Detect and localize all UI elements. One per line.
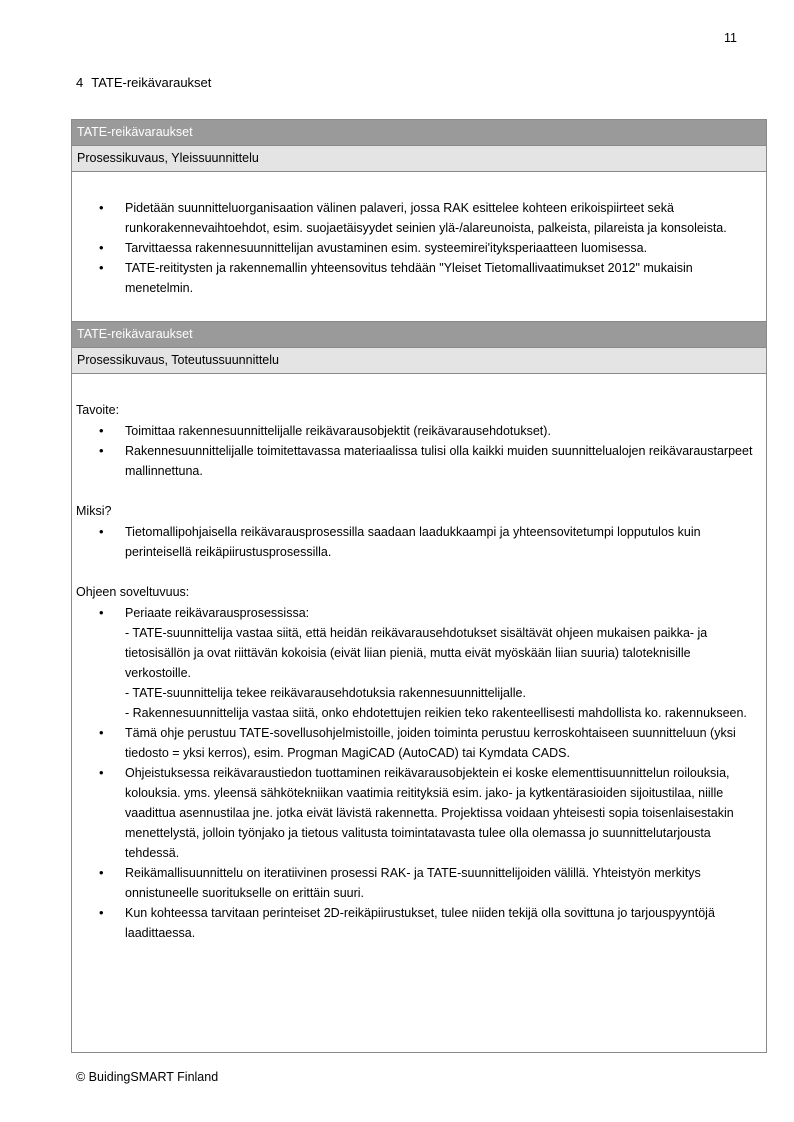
section-title: TATE-reikävaraukset [91,75,212,90]
process-table [71,119,767,1053]
block1-list [76,198,754,298]
list-item: • Tietomallipohjaisella reikävarausprosessilla saadaan laadukkaampi ja yhteensovitetumpi lopputulos kuin perinteisellä reikäpiirustusprosessilla. [76,522,754,562]
block2-subtitle: Prosessikuvaus, Toteutussuunnittelu [72,348,766,374]
principle-line: - TATE-suunnittelija vastaa siitä, että heidän reikävarausehdotukset sisältävät ohjeen mukaisen paikka- ja tietosisällön ja ovat riittävän kokoisia (eivät liian pieniä, mutta eivät myöskään liian suuria) taloteknisille verkostoille. [125,626,708,680]
goal-list [76,421,754,481]
block1-title: TATE-reikävaraukset [72,120,766,146]
list-item: • Pidetään suunnitteluorganisaation välinen palaveri, jossa RAK esittelee kohteen erikoispiirteet sekä runkorakennevaihtoehdot, esim. suojaetäisyydet seinien ylä-/alareunoista, palkeista, pilareista ja konsoleista. [76,198,754,238]
block1-subtitle: Prosessikuvaus, Yleissuunnittelu [72,146,766,172]
list-item: • Rakennesuunnittelijalle toimitettavassa materiaalissa tulisi olla kaikki muiden suunnittelualojen reikävaraustarpeet mallinnettuna. [76,441,754,481]
page-number: 11 [724,31,737,45]
list-item: • Kun kohteessa tarvitaan perinteiset 2D-reikäpiirustukset, tulee niiden tekijä olla sovittuna jo tarjouspyyntöjä laadittaessa. [76,903,754,943]
goal-label: Tavoite: [76,403,120,417]
section-number: 4 [76,75,84,90]
scope-list [76,603,754,943]
why-label: Miksi? [76,504,112,518]
principle-intro: • Periaate reikävarausprosessissa: [125,606,310,620]
list-item: • TATE-reititysten ja rakennemallin yhteensovitus tehdään "Yleiset Tietomallivaatimukset 2012" mukaisin menetelmin. [76,258,754,298]
list-item: • Tarvittaessa rakennesuunnittelijan avustaminen esim. systeemirei'ityksperiaatteen luomisessa. [76,238,754,258]
scope-label: Ohjeen soveltuvuus: [76,585,190,599]
principle-item [76,603,754,723]
principle-line: - TATE-suunnittelija tekee reikävarausehdotuksia rakennesuunnittelijalle. [125,686,526,700]
list-item: • Reikämallisuunnittelu on iteratiivinen prosessi RAK- ja TATE-suunnittelijoiden välillä. Yhteistyön merkitys onnistuneelle suoritukselle on erittäin suuri. [76,863,754,903]
list-item: • Tämä ohje perustuu TATE-sovellusohjelmistoille, joiden toiminta perustuu kerroskohtaiseen suunnitteluun (yksi tiedosto = yksi kerros), esim. Progman MagiCAD (AutoCAD) tai Kymdata CADS. [76,723,754,763]
footer-copyright: © BuidingSMART Finland [76,1070,219,1084]
why-list [76,522,754,562]
block2-title: TATE-reikävaraukset [72,322,766,348]
block1-body [72,172,766,322]
section-heading [76,75,211,90]
block2-body [72,374,766,943]
list-item: • Ohjeistuksessa reikävaraustiedon tuottaminen reikävarausobjektein ei koske elementtisuunnittelun roilouksia, kolouksia. yms. yleensä sähkötekniikan vaatimia reitityksiä esim. jako- ja kytkentärasioiden sijoitustilaa, niille vaadittua asennustilaa jne. jotka eivät lävistä rakennetta. Projektissa voidaan yhteisesti sopia toisenlaisestakin menettelystä, jolloin työnjako ja tietous valitusta toimintatavasta tulee olla olemassa jo suunnittelutarjousta tehdessä. [76,763,754,863]
principle-line: - Rakennesuunnittelija vastaa siitä, onko ehdotettujen reikien teko rakenteellisesti mahdollista ko. rakennukseen. [125,706,747,720]
list-item: • Toimittaa rakennesuunnittelijalle reikävarausobjektit (reikävarausehdotukset). [76,421,754,441]
